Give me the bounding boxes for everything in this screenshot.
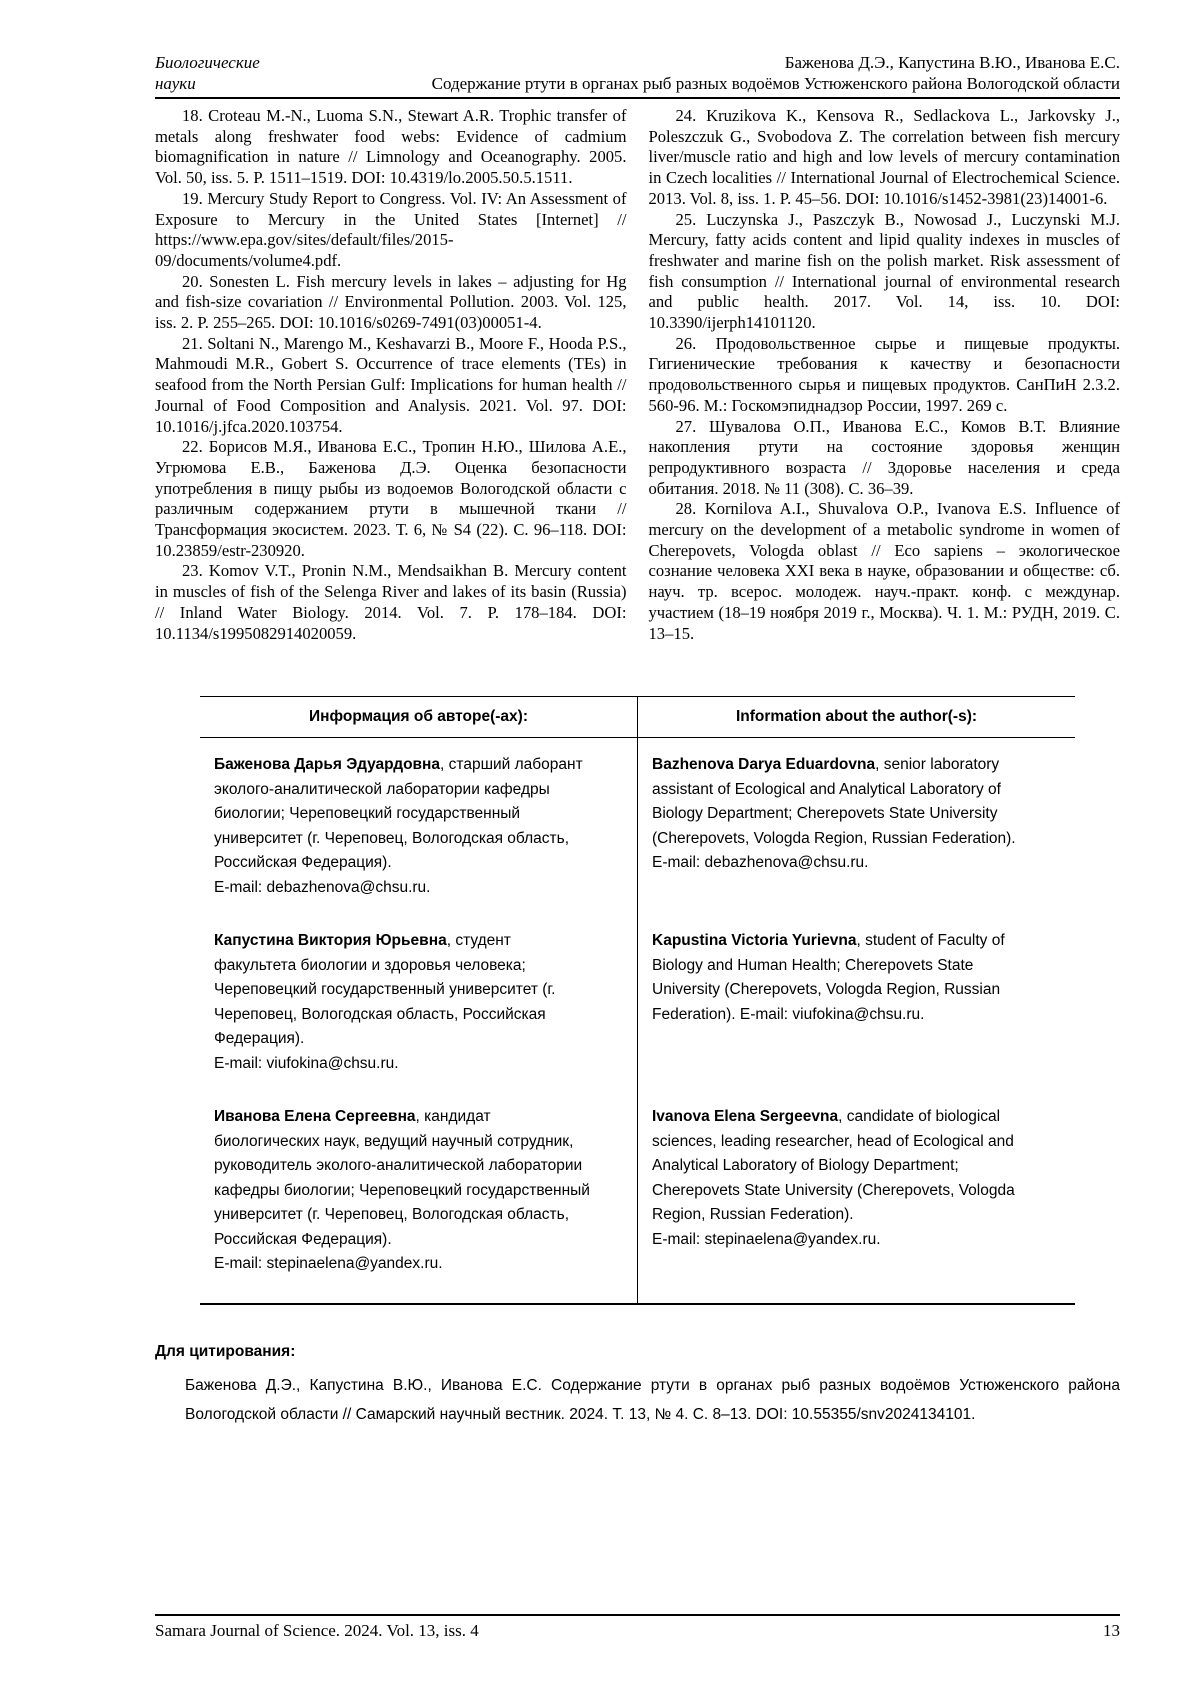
author-row: [200, 738, 1075, 915]
author-email: E-mail: viufokina@chsu.ru.: [214, 1054, 399, 1072]
author-description: , кандидат биологических наук, ведущий научный сотрудник, руководитель эколого-аналитической лаборатории кафедры биологии; Череповецкий государственный университет (г. Череповец, Вологодская область, Российская Федерация).: [214, 1108, 590, 1248]
author-cell-ru: [200, 738, 638, 915]
header-article-title: Содержание ртути в органах рыб разных водоёмов Устюженского района Вологодской области: [431, 74, 1120, 93]
author-cell-en: [638, 914, 1076, 1090]
running-head-right: [260, 52, 1120, 94]
section-name: [155, 52, 260, 94]
author-name: Kapustina Victoria Yurievna: [652, 932, 857, 950]
citation-text: Баженова Д.Э., Капустина В.Ю., Иванова Е.С. Содержание ртути в органах рыб разных водоёмов Устюженского района Вологодской области // Самарский научный вестник. 2024. Т. 13, № 4. С. 8–13. DOI: 10.55355/snv2024134101.: [185, 1376, 1120, 1423]
reference-item: 19. Mercury Study Report to Congress. Vol. IV: An Assessment of Exposure to Mercury in the United States [Internet] // https://www.epa.gov/sites/default/files/2015-09/documents/volume4.pdf.: [155, 188, 627, 270]
references-section: [155, 106, 1120, 644]
reference-item: 23. Komov V.T., Pronin N.M., Mendsaikhan B. Mercury content in muscles of fish of the Selenga River and lakes of its basin (Russia) // Inland Water Biology. 2014. Vol. 7. P. 178–184. DOI: 10.1134/s1995082914020059.: [155, 561, 627, 643]
author-cell-ru: [200, 1090, 638, 1304]
table-header-en: Information about the author(-s):: [638, 697, 1076, 738]
citation-label: Для цитирования:: [155, 1342, 296, 1360]
running-head: [155, 52, 1120, 99]
author-description: , candidate of biological sciences, leading researcher, head of Ecological and Analytical Laboratory of Biology Department; Cherepovets State University (Cherepovets, Vologda Region, Russian Federation).: [652, 1108, 1015, 1224]
author-row: [200, 914, 1075, 1090]
author-cell-ru: [200, 914, 638, 1090]
author-description: , student of Faculty of Biology and Human Health; Cherepovets State University (Cherepovets, Vologda Region, Russian Federation). E-mail: viufokina@chsu.ru.: [652, 932, 1005, 1023]
author-email: E-mail: stepinaelena@yandex.ru.: [214, 1255, 443, 1273]
reference-item: 21. Soltani N., Marengo M., Keshavarzi B., Moore F., Hooda P.S., Mahmoudi M.R., Gobert S. Occurrence of trace elements (TEs) in seafood from the North Persian Gulf: Implications for human health // Journal of Food Composition and Analysis. 2021. Vol. 97. DOI: 10.1016/j.jfca.2020.103754.: [155, 333, 627, 436]
references-right-column: [649, 106, 1121, 644]
reference-item: 20. Sonesten L. Fish mercury levels in lakes – adjusting for Hg and fish-size covariation // Environmental Pollution. 2003. Vol. 125, iss. 2. P. 255–265. DOI: 10.1016/s0269-7491(03)00051-4.: [155, 271, 627, 333]
reference-item: 18. Croteau M.-N., Luoma S.N., Stewart A.R. Trophic transfer of metals along freshwater food webs: Evidence of cadmium biomagnification in nature // Limnology and Oceanography. 2005. Vol. 50, iss. 5. P. 1511–1519. DOI: 10.4319/lo.2005.50.5.1511.: [155, 106, 627, 188]
authors-info-table: [200, 696, 1075, 1305]
author-name: Капустина Виктория Юрьевна: [214, 932, 447, 950]
author-email: E-mail: debazhenova@chsu.ru.: [214, 878, 431, 896]
reference-item: 26. Продовольственное сырье и пищевые продукты. Гигиенические требования к качеству и безопасности продовольственного сырья и пищевых продуктов. СанПиН 2.3.2. 560-96. М.: Госкомэпиднадзор России, 1997. 269 с.: [648, 333, 1120, 415]
author-email: E-mail: debazhenova@chsu.ru.: [652, 854, 869, 872]
author-cell-en: [638, 1090, 1076, 1304]
author-cell-en: [638, 738, 1076, 915]
reference-item: 22. Борисов М.Я., Иванова Е.С., Тропин Н.Ю., Шилова А.Е., Угрюмова Е.В., Баженова Д.Э. Оценка безопасности употребления в пищу рыбы из водоемов Вологодской области с различным содержанием ртути в мышечной ткани // Трансформация экосистем. 2023. Т. 6, № S4 (22). С. 96–118. DOI: 10.23859/estr-230920.: [155, 437, 627, 560]
author-description: , студент факультета биологии и здоровья человека; Череповецкий государственный университет (г. Череповец, Вологодская область, Российская Федерация).: [214, 932, 556, 1048]
section-name-line2: науки: [155, 74, 196, 93]
page-footer: [155, 1614, 1120, 1641]
authors-table-header-row: [200, 697, 1075, 738]
author-row: [200, 1090, 1075, 1304]
reference-item: 27. Шувалова О.П., Иванова Е.С., Комов В.Т. Влияние накопления ртути на состояние здоровья женщин репродуктивного возраста // Здоровье населения и среда обитания. 2018. № 11 (308). С. 36–39.: [648, 416, 1120, 498]
author-name: Баженова Дарья Эдуардовна: [214, 756, 441, 774]
author-description: , senior laboratory assistant of Ecological and Analytical Laboratory of Biology Department; Cherepovets State University (Cherepovets, Vologda Region, Russian Federation).: [652, 756, 1016, 847]
table-header-ru: Информация об авторе(-ах):: [200, 697, 638, 738]
section-name-line1: Биологические: [155, 53, 260, 72]
reference-item: 28. Kornilova A.I., Shuvalova O.P., Ivanova E.S. Influence of mercury on the development of a metabolic syndrome in women of Cherepovets, Vologda oblast // Eco sapiens – экологическое сознание человека XXI века в науке, образовании и обществе: сб. науч. тр. всерос. молодеж. науч.-практ. конф. с междунар. участием (18–19 ноября 2019 г., Москва). Ч. 1. М.: РУДН, 2019. С. 13–15.: [648, 499, 1120, 643]
footer-journal: Samara Journal of Science. 2024. Vol. 13, iss. 4: [155, 1621, 479, 1640]
author-name: Ivanova Elena Sergeevna: [652, 1108, 839, 1126]
author-description: , старший лаборант эколого-аналитической лаборатории кафедры биологии; Череповецкий государственный университет (г. Череповец, Вологодская область, Российская Федерация).: [214, 756, 583, 872]
author-name: Иванова Елена Сергеевна: [214, 1108, 416, 1126]
header-authors: Баженова Д.Э., Капустина В.Ю., Иванова Е.С.: [784, 53, 1120, 72]
references-left-column: [155, 106, 627, 644]
author-email: E-mail: stepinaelena@yandex.ru.: [652, 1230, 881, 1248]
reference-item: 25. Luczynska J., Paszczyk B., Nowosad J., Luczynski M.J. Mercury, fatty acids content and lipid quality indexes in muscles of freshwater and marine fish on the polish market. Risk assessment of fish consumption // International journal of environmental research and public health. 2017. Vol. 14, iss. 10. DOI: 10.3390/ijerph14101120.: [648, 209, 1120, 333]
author-name: Bazhenova Darya Eduardovna: [652, 756, 876, 774]
footer-page-number: 13: [1103, 1621, 1120, 1640]
reference-item: 24. Kruzikova K., Kensova R., Sedlackova L., Jarkovsky J., Poleszczuk G., Svobodova Z. The correlation between fish mercury liver/muscle ratio and high and low levels of mercury contamination in Czech localities // International Journal of Electrochemical Science. 2013. Vol. 8, iss. 1. P. 45–56. DOI: 10.1016/s1452-3981(23)14001-6.: [648, 106, 1120, 208]
